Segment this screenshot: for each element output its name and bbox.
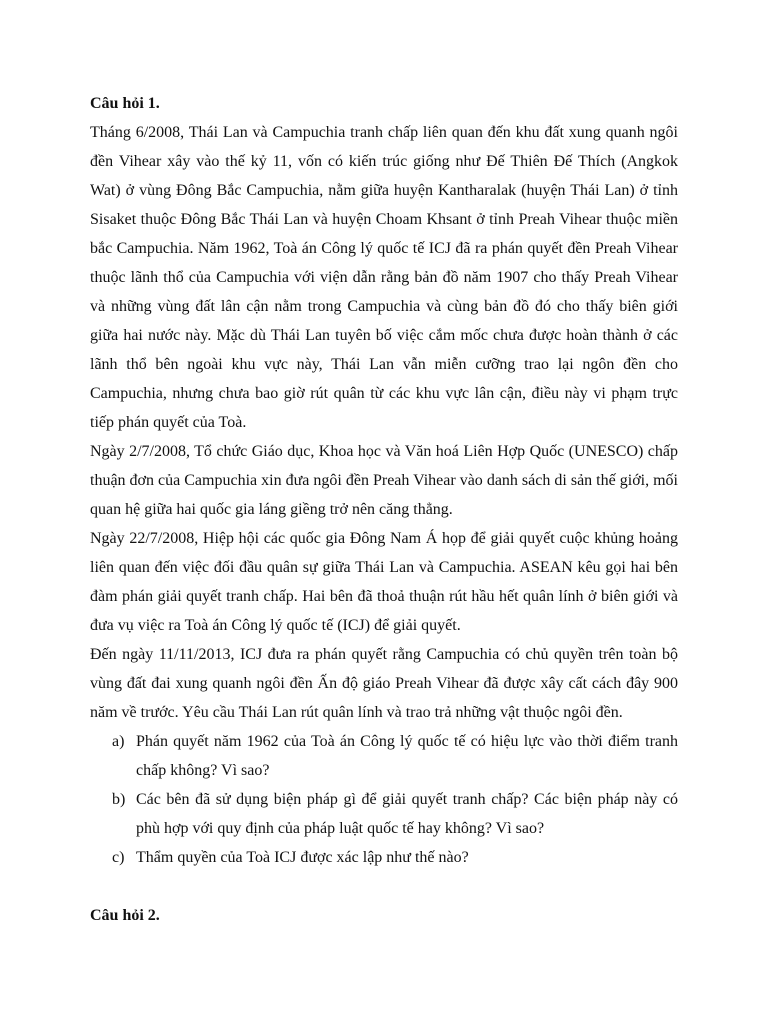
list-item [90, 727, 678, 785]
question-list [90, 727, 678, 872]
list-item-text: Các bên đã sử dụng biện pháp gì để giải quyết tranh chấp? Các biện pháp này có phù hợp với quy định của pháp luật quốc tế hay không? Vì sao? [136, 791, 678, 837]
paragraph-1: Tháng 6/2008, Thái Lan và Campuchia tranh chấp liên quan đến khu đất xung quanh ngôi đền Vihear xây vào thế kỷ 11, vốn có kiến trúc giống như Đế Thiên Đế Thích (Angkok Wat) ở vùng Đông Bắc Campuchia, nằm giữa huyện Kantharalak (huyện Thái Lan) ở tỉnh Sisaket thuộc Đông Bắc Thái Lan và huyện Choam Khsant ở tỉnh Preah Vihear thuộc miền bắc Campuchia. Năm 1962, Toà án Công lý quốc tế ICJ đã ra phán quyết đền Preah Vihear thuộc lãnh thổ của Campuchia với viện dẫn rằng bản đồ năm 1907 cho thấy Preah Vihear và những vùng đất lân cận nằm trong Campuchia và cùng bản đồ đó cho thấy biên giới giữa hai nước này. Mặc dù Thái Lan tuyên bố việc cắm mốc chưa được hoàn thành ở các lãnh thổ bên ngoài khu vực này, Thái Lan vẫn miễn cưỡng trao lại ngôn đền cho Campuchia, nhưng chưa bao giờ rút quân từ các khu vực lân cận, điều này vi phạm trực tiếp phán quyết của Toà. [90, 124, 678, 431]
list-marker: c) [112, 849, 125, 866]
list-marker: b) [112, 791, 126, 808]
list-marker: a) [112, 733, 125, 750]
spacer [90, 872, 678, 901]
paragraph-4: Đến ngày 11/11/2013, ICJ đưa ra phán quyết rằng Campuchia có chủ quyền trên toàn bộ vùng đất đai xung quanh ngôi đền Ấn độ giáo Preah Vihear đã được xây cất cách đây 900 năm về trước. Yêu cầu Thái Lan rút quân lính và trao trả những vật thuộc ngôi đền. [90, 646, 678, 721]
list-item [90, 785, 678, 843]
list-item [90, 843, 678, 872]
document-page [90, 89, 678, 930]
list-item-text: Thẩm quyền của Toà ICJ được xác lập như thế nào? [136, 849, 469, 866]
paragraph-3: Ngày 22/7/2008, Hiệp hội các quốc gia Đông Nam Á họp để giải quyết cuộc khủng hoảng liên quan đến việc đối đầu quân sự giữa Thái Lan và Campuchia. ASEAN kêu gọi hai bên đàm phán giải quyết tranh chấp. Hai bên đã thoả thuận rút hầu hết quân lính ở biên giới và đưa vụ việc ra Toà án Công lý quốc tế (ICJ) để giải quyết. [90, 530, 678, 634]
paragraph-2: Ngày 2/7/2008, Tổ chức Giáo dục, Khoa học và Văn hoá Liên Hợp Quốc (UNESCO) chấp thuận đơn của Campuchia xin đưa ngôi đền Preah Vihear vào danh sách di sản thế giới, mối quan hệ giữa hai quốc gia láng giềng trở nên căng thẳng. [90, 443, 678, 518]
question-1-heading: Câu hỏi 1. [90, 95, 160, 112]
list-item-text: Phán quyết năm 1962 của Toà án Công lý quốc tế có hiệu lực vào thời điểm tranh chấp không? Vì sao? [136, 733, 678, 779]
question-2-heading: Câu hỏi 2. [90, 907, 160, 924]
